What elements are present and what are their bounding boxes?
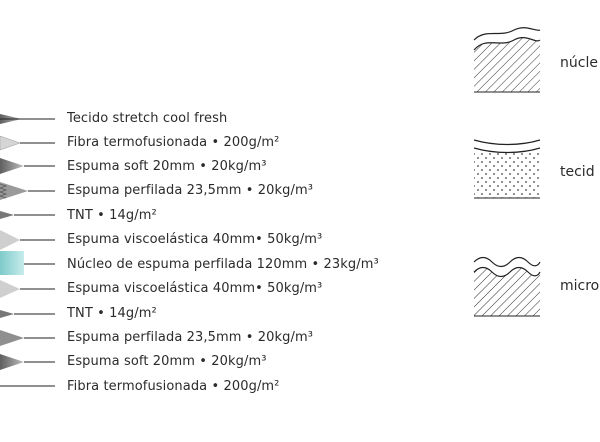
slice-tnt-bottom xyxy=(0,310,14,318)
layer-label-7: Núcleo de espuma perfilada 120mm • 23kg/m³ xyxy=(67,257,379,272)
legend-icon-core xyxy=(474,28,540,92)
slice-soft-bottom xyxy=(0,354,24,370)
legend-icon-fabric xyxy=(474,140,540,198)
layer-label-11: Espuma soft 20mm • 20kg/m³ xyxy=(67,354,267,369)
slice-visco-top xyxy=(0,230,20,250)
mattress-slices xyxy=(0,114,28,370)
slice-core xyxy=(0,251,24,275)
layer-label-12: Fibra termofusionada • 200g/m² xyxy=(67,379,280,394)
layer-label-9: TNT • 14g/m² xyxy=(67,306,157,321)
layer-label-8: Espuma viscoelástica 40mm• 50kg/m³ xyxy=(67,281,323,296)
legend-label-micro: micro xyxy=(560,278,600,294)
layer-label-3: Espuma soft 20mm • 20kg/m³ xyxy=(67,159,267,174)
legend-icon-micro xyxy=(474,258,540,317)
legend-label-fabric: tecid xyxy=(560,164,595,180)
slice-fiber-top xyxy=(0,136,20,150)
slice-visco-bottom xyxy=(0,280,20,298)
slice-profiled-bottom xyxy=(0,330,24,346)
layer-label-1: Tecido stretch cool fresh xyxy=(67,111,228,126)
layer-label-6: Espuma viscoelástica 40mm• 50kg/m³ xyxy=(67,232,323,247)
slice-soft-top xyxy=(0,158,24,174)
slice-tnt-top xyxy=(0,211,14,219)
layer-label-4: Espuma perfilada 23,5mm • 20kg/m³ xyxy=(67,183,314,198)
legend-label-core: núcle xyxy=(560,55,598,71)
layer-label-10: Espuma perfilada 23,5mm • 20kg/m³ xyxy=(67,330,314,345)
layer-label-5: TNT • 14g/m² xyxy=(67,208,157,223)
layer-label-2: Fibra termofusionada • 200g/m² xyxy=(67,135,280,150)
